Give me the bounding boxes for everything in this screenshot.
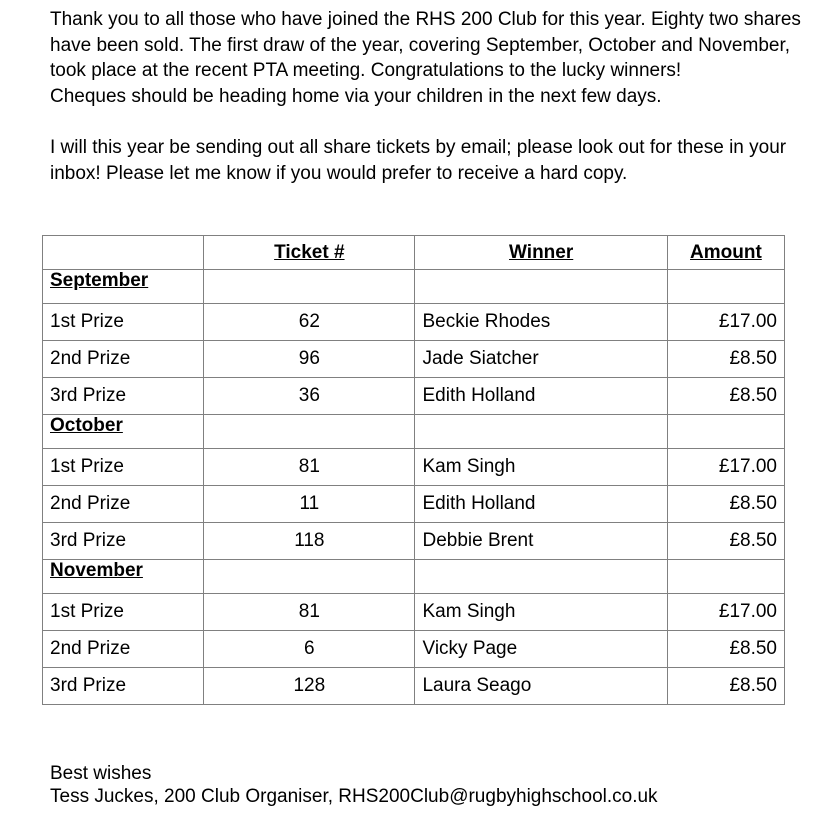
ticket-number: 62 [204,304,415,341]
signoff-greeting: Best wishes [50,763,152,784]
prize-amount: £8.50 [667,378,784,415]
winner-name: Kam Singh [415,449,667,486]
prize-label: 1st Prize [43,304,204,341]
prize-amount: £8.50 [667,341,784,378]
paragraph-gap [50,109,810,135]
table-header-row [43,236,785,270]
header-amount: Amount [667,236,784,270]
empty-cell [204,270,415,304]
prize-amount: £8.50 [667,523,784,560]
table-row [43,449,785,486]
winner-name: Kam Singh [415,594,667,631]
header-prize [43,236,204,270]
prize-label: 3rd Prize [43,523,204,560]
ticket-number: 81 [204,449,415,486]
table-row [43,304,785,341]
prize-amount: £17.00 [667,304,784,341]
intro-text [50,7,810,186]
empty-cell [667,415,784,449]
prize-amount: £8.50 [667,668,784,705]
prize-label: 1st Prize [43,594,204,631]
prize-label: 2nd Prize [43,486,204,523]
ticket-number: 128 [204,668,415,705]
header-winner: Winner [415,236,667,270]
prize-label: 2nd Prize [43,341,204,378]
empty-cell [667,560,784,594]
signoff [50,762,658,808]
prize-amount: £17.00 [667,594,784,631]
empty-cell [204,415,415,449]
winner-name: Jade Siatcher [415,341,667,378]
header-ticket: Ticket # [204,236,415,270]
table-row [43,631,785,668]
ticket-number: 11 [204,486,415,523]
empty-cell [415,415,667,449]
empty-cell [667,270,784,304]
prize-amount: £8.50 [667,486,784,523]
winner-name: Debbie Brent [415,523,667,560]
ticket-number: 81 [204,594,415,631]
month-name: September [43,270,204,304]
month-row-september [43,270,785,304]
table-row [43,378,785,415]
intro-paragraph-thanks: Thank you to all those who have joined the RHS 200 Club for this year. Eighty two shares have been sold. The first draw of the year, covering September, October and November, took place at the recent PTA meeting. Congratulations to the lucky winners! [50,9,801,82]
ticket-number: 96 [204,341,415,378]
table-row [43,341,785,378]
table-row [43,523,785,560]
empty-cell [415,560,667,594]
table-row [43,668,785,705]
month-name: November [43,560,204,594]
empty-cell [415,270,667,304]
prize-label: 2nd Prize [43,631,204,668]
prize-label: 1st Prize [43,449,204,486]
month-name: October [43,415,204,449]
table-row [43,594,785,631]
prize-amount: £8.50 [667,631,784,668]
signoff-signature: Tess Juckes, 200 Club Organiser, RHS200Club@rugbyhighschool.co.uk [50,786,658,807]
winner-name: Edith Holland [415,486,667,523]
prize-amount: £17.00 [667,449,784,486]
ticket-number: 118 [204,523,415,560]
month-row-october [43,415,785,449]
winner-name: Beckie Rhodes [415,304,667,341]
intro-paragraph-cheques: Cheques should be heading home via your children in the next few days. [50,85,662,107]
prize-label: 3rd Prize [43,668,204,705]
empty-cell [204,560,415,594]
winner-name: Laura Seago [415,668,667,705]
winner-name: Edith Holland [415,378,667,415]
intro-paragraph-email: I will this year be sending out all share tickets by email; please look out for these in your inbox! Please let me know if you would prefer to receive a hard copy. [50,136,787,184]
ticket-number: 6 [204,631,415,668]
prize-draw-table [42,235,785,705]
winner-name: Vicky Page [415,631,667,668]
table-row [43,486,785,523]
prize-label: 3rd Prize [43,378,204,415]
month-row-november [43,560,785,594]
ticket-number: 36 [204,378,415,415]
